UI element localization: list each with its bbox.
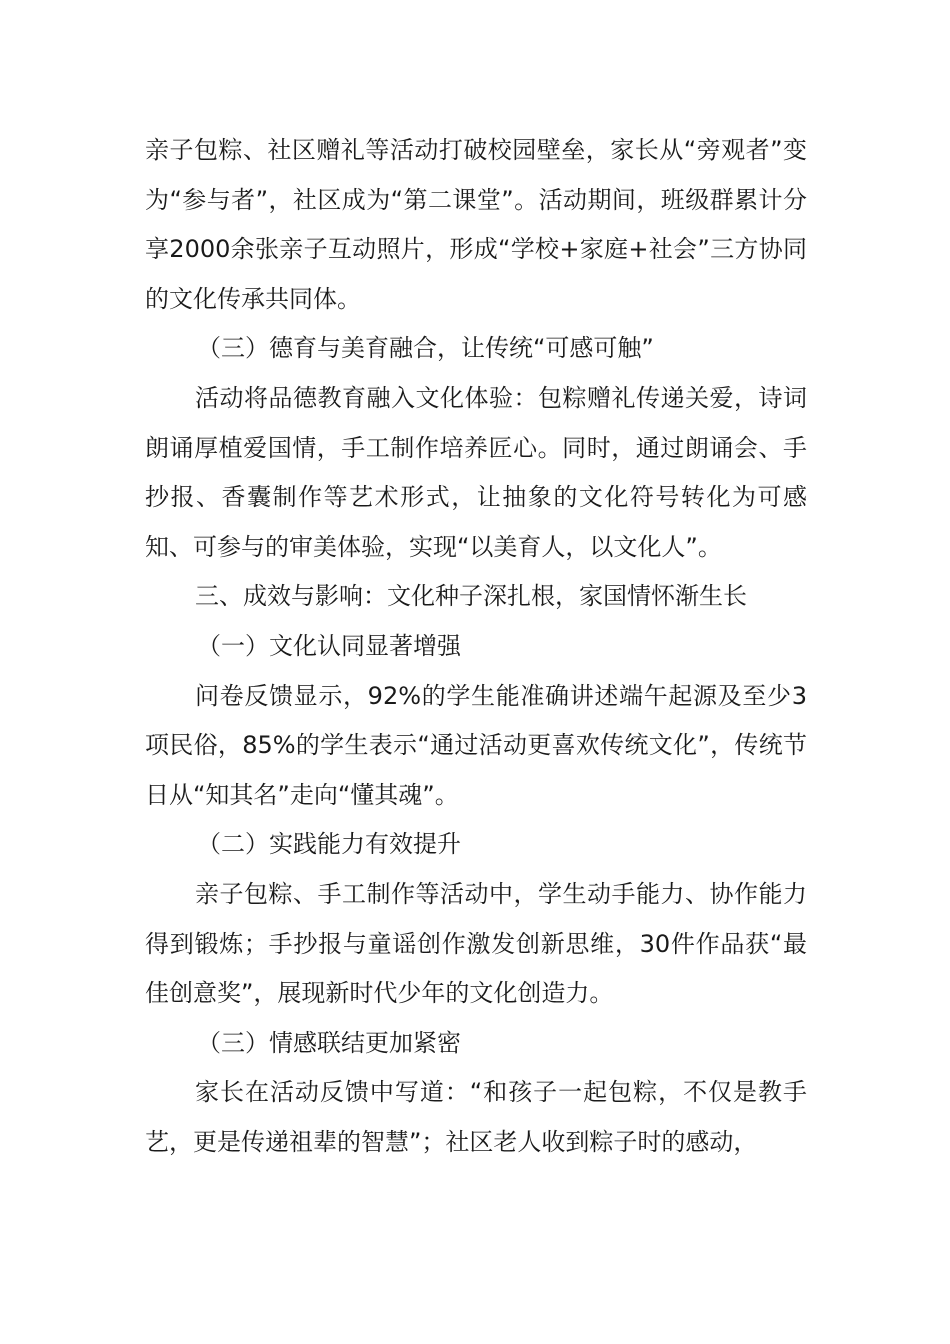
paragraph-emotional-connection: 家长在活动反馈中写道：“和孩子一起包粽，不仅是教手艺，更是传递祖辈的智慧”；社区老人收到粽子时的感动， (145, 1078, 807, 1156)
paragraph-cultural-identity: 问卷反馈显示，92%的学生能准确讲述端午起源及至少3项民俗，85%的学生表示“通过活动更喜欢传统文化”，传统节日从“知其名”走向“懂其魂”。 (145, 681, 807, 809)
paragraph-practical-ability: 亲子包粽、手工制作等活动中，学生动手能力、协作能力得到锻炼；手抄报与童谣创作激发创新思维，30件作品获“最佳创意奖”，展现新时代少年的文化创造力。 (145, 879, 807, 1008)
subheading-moral-aesthetic-education: （三）德育与美育融合，让传统“可感可触” (197, 334, 654, 363)
document-body (145, 126, 807, 1167)
subheading-practical-ability: （二）实践能力有效提升 (197, 830, 461, 859)
section-heading-results-impact: 三、成效与影响：文化种子深扎根，家国情怀渐生长 (195, 582, 747, 611)
paragraph-continuation: 亲子包粽、社区赠礼等活动打破校园壁垒，家长从“旁观者”变为“参与者”，社区成为“第二课堂”。活动期间，班级群累计分享2000余张亲子互动照片，形成“学校+家庭+社会”三方协同的文化传承共同体。 (145, 136, 807, 313)
subheading-emotional-connection: （三）情感联结更加紧密 (197, 1028, 461, 1057)
paragraph-moral-aesthetic-education: 活动将品德教育融入文化体验：包粽赠礼传递关爱，诗词朗诵厚植爱国情，手工制作培养匠心。同时，通过朗诵会、手抄报、香囊制作等艺术形式，让抽象的文化符号转化为可感知、可参与的审美体验，实现“以美育人，以文化人”。 (145, 383, 807, 561)
subheading-cultural-identity: （一）文化认同显著增强 (197, 631, 461, 660)
